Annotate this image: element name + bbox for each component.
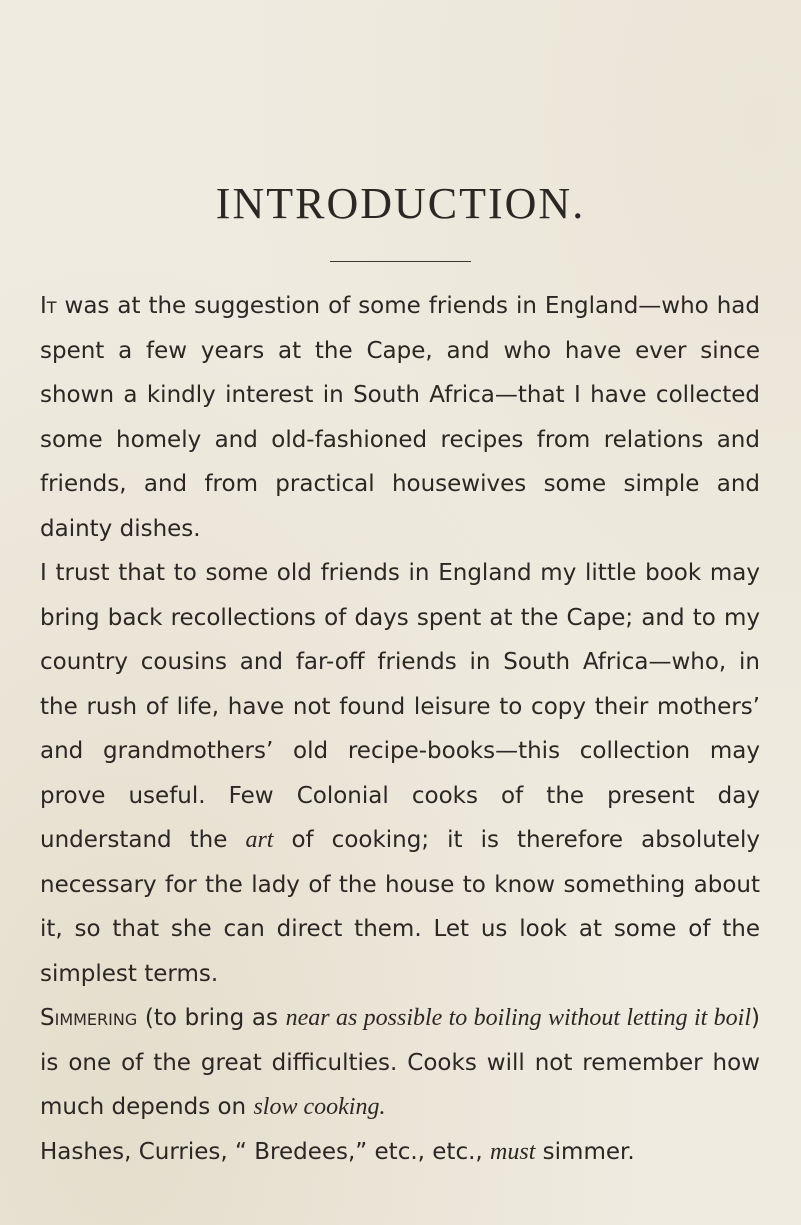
paragraph-2-text-b: of cooking; it is therefore absolutely necessary for the lady of the house to know something about it, so that she can direct them. Let us look at some of the simplest terms.: [40, 827, 760, 987]
title-rule: [330, 261, 471, 262]
italic-slow-cooking: slow cooking.: [253, 1094, 386, 1120]
italic-must: must: [490, 1138, 536, 1165]
paragraph-3-text-a: (to bring as: [137, 1005, 286, 1031]
paragraph-3-text-b: ) is one of the great difficulties. Cooks will not remember how much depends on: [40, 1005, 760, 1120]
body-text: [40, 284, 760, 1174]
page-title: INTRODUCTION.: [215, 179, 586, 228]
italic-art: art: [245, 827, 274, 853]
paragraph-4-text-b: simmer.: [535, 1138, 635, 1165]
paragraph-4: [40, 1130, 760, 1175]
paragraph-4-text-a: Hashes, Curries, “ Bredees,” etc., etc.,: [40, 1138, 491, 1165]
paragraph-2-text-a: I trust that to some old friends in England my little book may bring back recollections of days spent at the Cape; and to my country cousins and far-off friends in South Africa—who, in the rush of life, have not found leisure to copy their mothers’ and grandmothers’ old recipe-books—this collection may prove useful. Few Colonial cooks of the present day understand the: [40, 560, 760, 853]
italic-definition: near as possible to boiling without letting it boil: [285, 1005, 752, 1031]
paragraph-2: [40, 551, 760, 996]
paragraph-1-text: was at the suggestion of some friends in England—who had spent a few years at the Cape, and who have ever since shown a kindly interest in South Africa—that I have collected some homely and old-fashioned recipes from relations and friends, and from practical housewives some simple and dainty dishes.: [40, 293, 760, 542]
paragraph-3: [40, 996, 760, 1130]
drop-word: It: [40, 293, 57, 319]
term-simmering: Simmering: [40, 1005, 138, 1031]
paragraph-1: [40, 284, 760, 551]
